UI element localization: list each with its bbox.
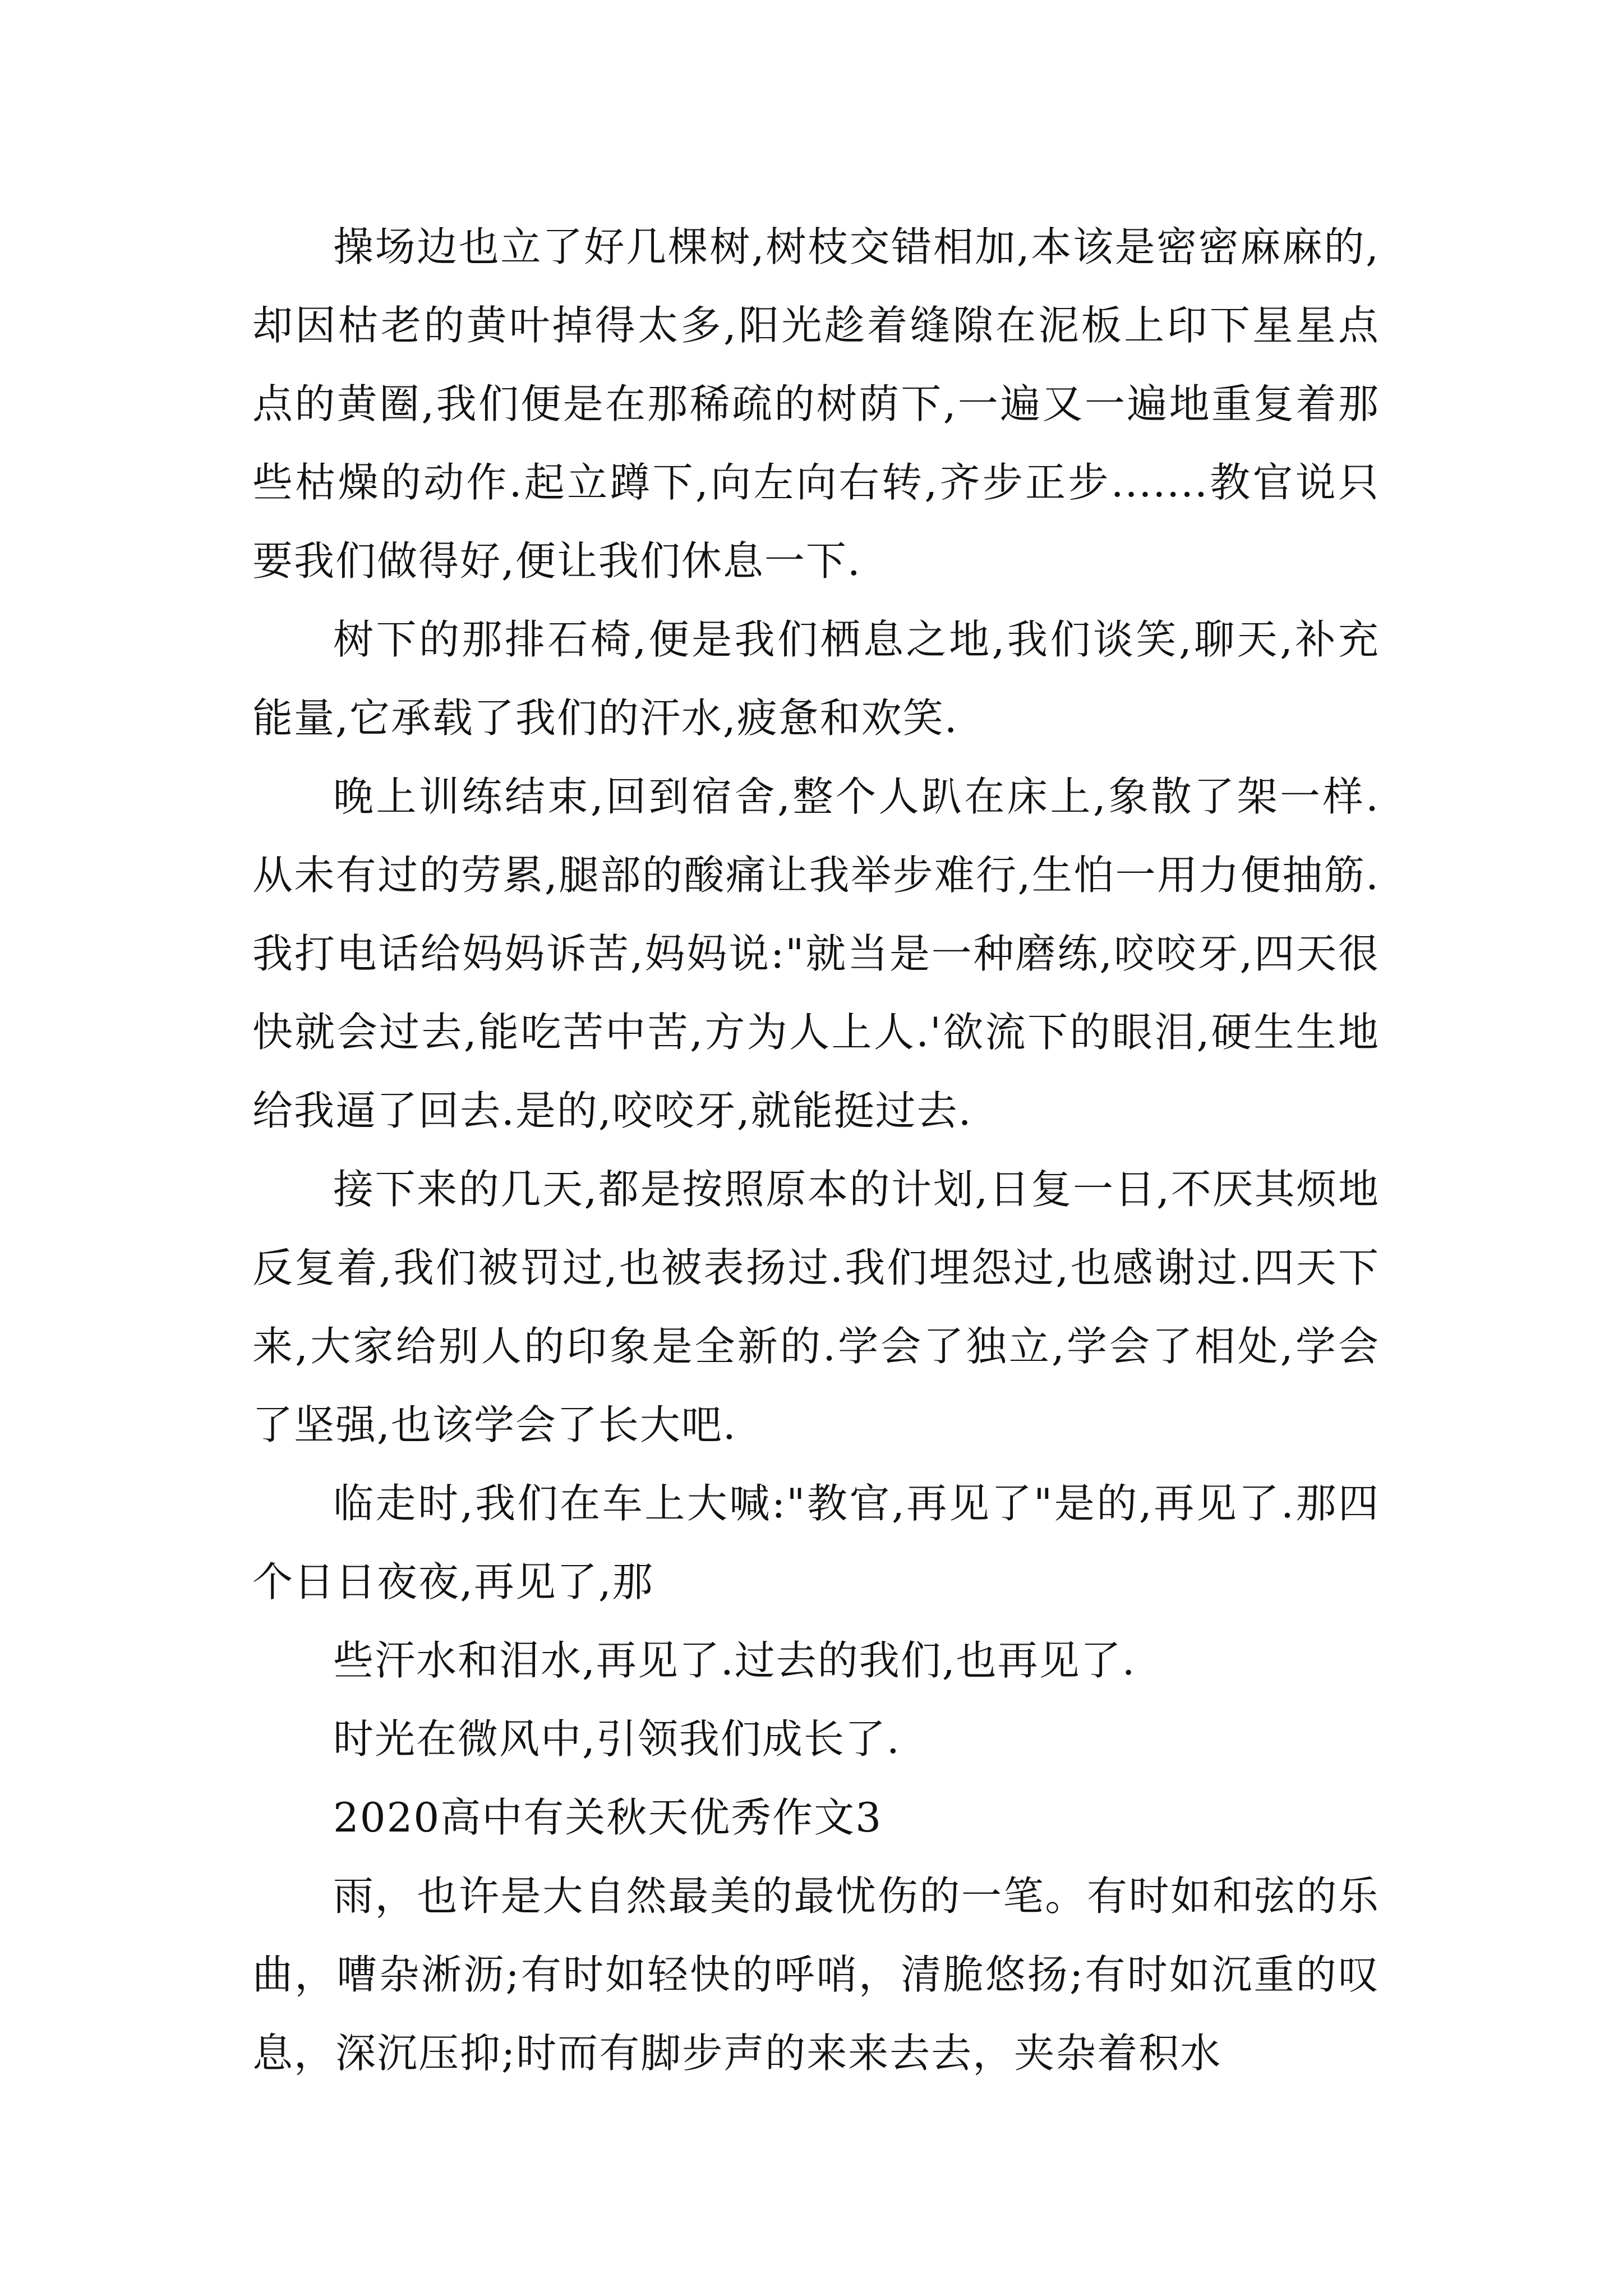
paragraph: 晚上训练结束,回到宿舍,整个人趴在床上,象散了架一样.从未有过的劳累,腿部的酸痛让我举步难行,生怕一用力便抽筋.我打电话给妈妈诉苦,妈妈说:"就当是一种磨练,咬咬牙,四天很快就会过去,能吃苦中苦,方为人上人.'欲流下的眼泪,硬生生地给我逼了回去.是的,咬咬牙,就能挺过去.	[252, 773, 1380, 1134]
paragraph: 树下的那排石椅,便是我们栖息之地,我们谈笑,聊天,补充能量,它承载了我们的汗水,疲惫和欢笑.	[252, 616, 1380, 742]
paragraph: 操场边也立了好几棵树,树枝交错相加,本该是密密麻麻的,却因枯老的黄叶掉得太多,阳光趁着缝隙在泥板上印下星星点点的黄圈,我们便是在那稀疏的树荫下,一遍又一遍地重复着那些枯燥的动作.起立蹲下,向左向右转,齐步正步.......教官说只要我们做得好,便让我们休息一下.	[252, 223, 1380, 585]
essay-body	[252, 208, 1380, 2092]
paragraph: 雨，也许是大自然最美的最忧伤的一笔。有时如和弦的乐曲，嘈杂淅沥;有时如轻快的呼哨，清脆悠扬;有时如沉重的叹息，深沉压抑;时而有脚步声的来来去去，夹杂着积水	[252, 1872, 1380, 2077]
paragraph: 临走时,我们在车上大喊:"教官,再见了"是的,再见了.那四个日日夜夜,再见了,那	[252, 1480, 1380, 1605]
paragraph: 些汗水和泪水,再见了.过去的我们,也再见了.	[333, 1637, 1136, 1684]
paragraph: 接下来的几天,都是按照原本的计划,日复一日,不厌其烦地反复着,我们被罚过,也被表扬过.我们埋怨过,也感谢过.四天下来,大家给别人的印象是全新的.学会了独立,学会了相处,学会了坚强,也该学会了长大吧.	[252, 1166, 1380, 1448]
section-title: 2020高中有关秋天优秀作文3	[333, 1794, 883, 1841]
paragraph: 时光在微风中,引领我们成长了.	[333, 1715, 901, 1763]
